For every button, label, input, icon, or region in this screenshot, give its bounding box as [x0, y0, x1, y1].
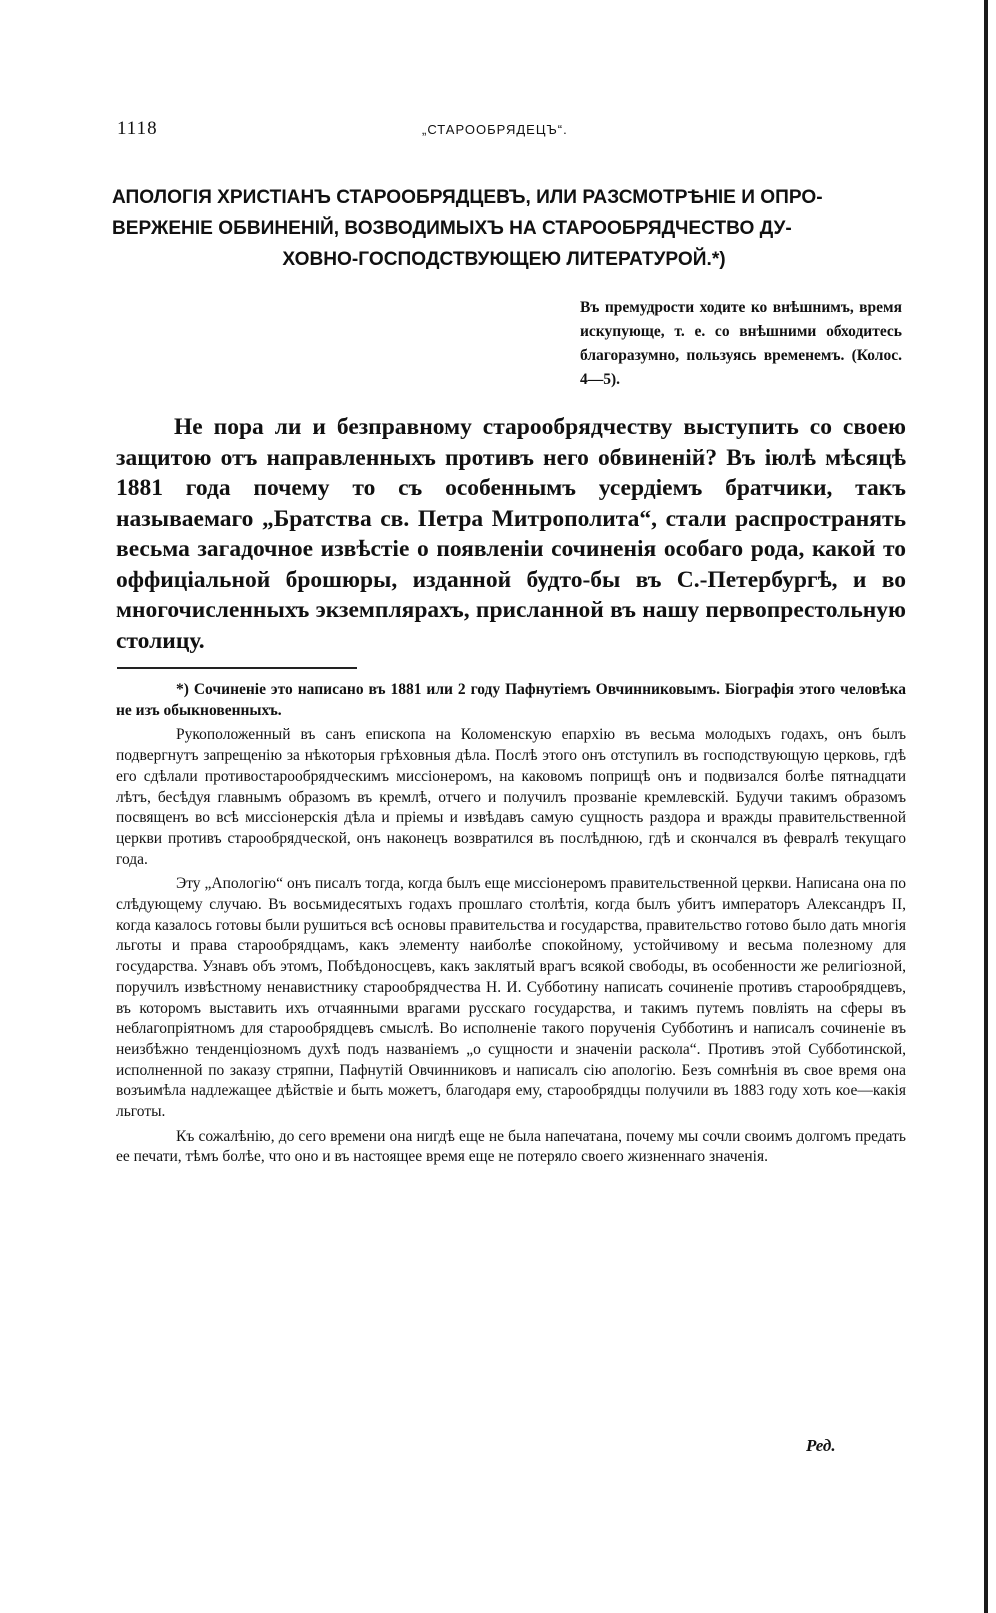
page-number: 1118: [117, 118, 158, 139]
editor-signature: Ред.: [806, 1436, 836, 1455]
epigraph: Въ премудрости ходите ко внѣшнимъ, время искупующе, т. е. со внѣшними обходитесь благоразумно, пользуясь временемъ. (Колос. 4—5).: [580, 299, 902, 388]
footnotes: [116, 680, 906, 1172]
article-title: [112, 182, 896, 275]
footnote-paragraph: Эту „Апологію“ онъ писалъ тогда, когда былъ еще миссіонеромъ правительственной церкви. Написана она по слѣдующему случаю. Въ восьмидесятыхъ годахъ прошлаго столѣтія, когда былъ убитъ императоръ Александръ II, когда казалось готовы были рушиться всѣ основы правительства и государства, правительство готово было дать многія льготы и права старообрядцамъ, какъ элементу наиболѣе спокойному, устойчивому и весьма полезному для государства. Узнавъ объ этомъ, Побѣдоносцевъ, какъ заклятый врагъ всякой свободы, въ особенности же религіозной, поручилъ извѣстному ненавистнику старообрядчества Н. И. Субботину написать сочиненіе противъ старообрядцевъ, въ которомъ выставить ихъ отчаянными врагами русскаго государства, и такимъ путемъ повліять на сферы въ неблагопріятномъ для старообрядцевъ смыслѣ. Во исполненіе такого порученія Субботинъ и написалъ сочиненіе въ неизбѣжно тенденціозномъ духѣ подъ названіемъ „о сущности и значеніи раскола“. Противъ этой Субботинской, исполненной по заказу стряпни, Пафнутій Овчинниковъ и написалъ сію апологію. Безъ сомнѣнія въ свое время она возъимѣла надлежащее дѣйствіе и быть можетъ, благодаря ему, старообрядцы получили въ 1883 году хоть кое—какія льготы.: [116, 875, 906, 1121]
body-paragraph: Не пора ли и безправному старообрядчеству выступить со своею защитою отъ направленныхъ противъ него обвиненій? Въ іюлѣ мѣсяцѣ 1881 года почему то съ особеннымъ усердіемъ братчики, такъ называемаго „Братства св. Петра Митрополита“, стали распространять весьма загадочное извѣстіе о появленіи сочиненія особаго рода, какой то оффиціальной брошюры, изданной будто-бы въ С.-Петербургѣ, и во многочисленныхъ экземплярахъ, присланной въ нашу первопрестольную столицу.: [116, 414, 906, 654]
page-edge-rule: [984, 0, 988, 1613]
title-line: ХОВНО-ГОСПОДСТВУЮЩЕЮ ЛИТЕРАТУРОЙ.*): [282, 248, 726, 270]
title-line: ВЕРЖЕНІЕ ОБВИНЕНІЙ, ВОЗВОДИМЫХЪ НА СТАРООБРЯДЧЕСТВО ДУ-: [112, 217, 792, 239]
title-line: АПОЛОГІЯ ХРИСТІАНЪ СТАРООБРЯДЦЕВЪ, ИЛИ РАЗСМОТРѢНІЕ И ОПРО-: [112, 186, 823, 208]
footnote-paragraph: *) Сочиненіе это написано въ 1881 или 2 году Пафнутіемъ Овчинниковымъ. Біографія этого человѣка не изъ обыкновенныхъ.: [116, 681, 906, 719]
footnote-paragraph: Къ сожалѣнію, до сего времени она нигдѣ еще не была напечатана, почему мы сочли своимъ долгомъ предать ее печати, тѣмъ болѣе, что оно и въ настоящее время еще не потеряло своего жизненнаго значенія.: [116, 1127, 906, 1166]
footnote-divider: [117, 667, 357, 669]
running-title: „СТАРООБРЯДЕЦЪ“.: [422, 122, 568, 137]
page-header: [117, 114, 907, 144]
footnote-paragraph: Рукоположенный въ санъ епископа на Коломенскую епархію въ весьма молодыхъ годахъ, онъ былъ подвергнутъ запрещенію за нѣкоторыя грѣховныя дѣла. Послѣ этого онъ отступилъ въ господствующую церковь, гдѣ его сдѣлали противостарообрядческимъ миссіонеромъ, на каковомъ поприщѣ онъ и подвизался болѣе пятнадцати лѣтъ, бесѣдуя главнымъ образомъ въ кремлѣ, отчего и получилъ прозваніе кремлевскій. Будучи такимъ образомъ посвященъ во всѣ миссіонерскія дѣла и пріемы и извѣдавъ самую сущность раздора и вражды правительственной церкви противъ старообрядческой, онъ наконецъ возвратился въ послѣднюю, гдѣ и скончался въ февралѣ текущаго года.: [116, 726, 906, 868]
